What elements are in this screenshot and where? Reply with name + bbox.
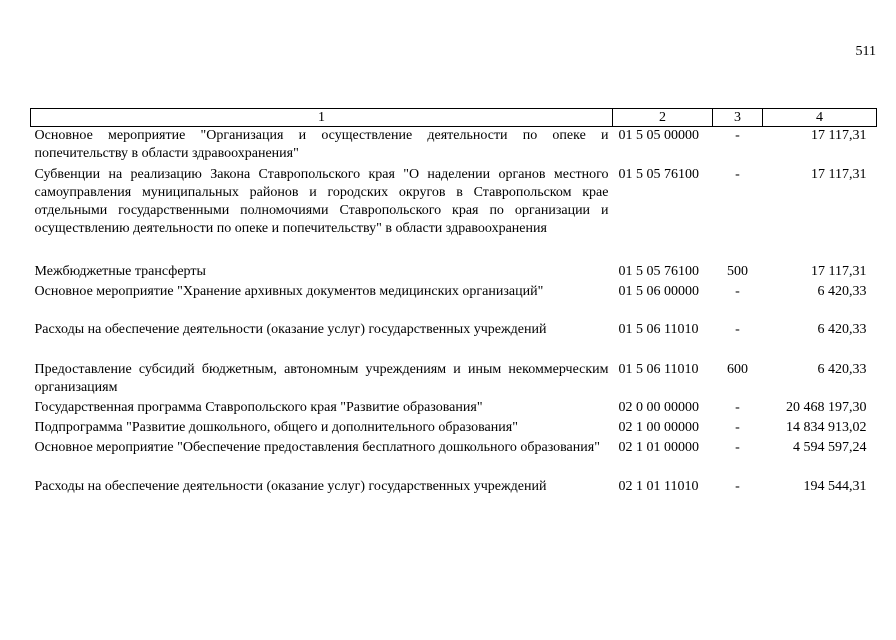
row-name: Предоставление субсидий бюджетным, автономным учреждениям и иным некоммерческим организациям <box>34 361 609 395</box>
row-vr: - <box>735 478 740 494</box>
row-vr: - <box>735 419 740 435</box>
row-code: 01 5 05 76100 <box>618 166 699 182</box>
table-row <box>31 399 877 419</box>
row-name: Основное мероприятие "Хранение архивных документов медицинских организаций" <box>34 283 544 299</box>
table-row <box>31 166 877 263</box>
table-row <box>31 321 877 361</box>
page-number: 511 <box>855 44 876 59</box>
budget-table <box>30 108 877 498</box>
row-vr: - <box>735 283 740 299</box>
row-sum: 17 117,31 <box>811 166 867 182</box>
row-code: 02 0 00 00000 <box>618 399 699 415</box>
header-col-3: 3 <box>713 109 763 127</box>
row-sum: 14 834 913,02 <box>786 419 867 435</box>
row-vr: - <box>735 321 740 337</box>
table-row <box>31 361 877 399</box>
header-row <box>31 109 877 127</box>
row-name: Расходы на обеспечение деятельности (оказание услуг) государственных учреждений <box>34 321 547 337</box>
row-name: Расходы на обеспечение деятельности (оказание услуг) государственных учреждений <box>34 478 547 494</box>
row-vr: - <box>735 128 740 143</box>
row-name: Субвенции на реализацию Закона Ставропольского края "О наделении органов местного самоуправления муниципальных районов и городских округов в Ставропольском крае отдельными государственными полномочиями Ставропольского края по организации и осуществлению деятельности по опеке и попечительству" в области здравоохранения <box>34 166 609 236</box>
row-code: 02 1 01 11010 <box>618 478 699 494</box>
row-sum: 6 420,33 <box>817 321 867 337</box>
row-code: 01 5 06 11010 <box>618 321 699 337</box>
table-row <box>31 263 877 283</box>
row-name: Основное мероприятие "Обеспечение предоставления бесплатного дошкольного образования" <box>34 439 600 455</box>
row-sum: 17 117,31 <box>811 128 867 143</box>
header-col-1: 1 <box>31 109 613 127</box>
table-row <box>31 283 877 321</box>
table-row <box>31 127 877 166</box>
row-vr: - <box>735 399 740 415</box>
row-vr: - <box>735 439 740 455</box>
row-code: 01 5 05 00000 <box>618 128 699 143</box>
row-vr: - <box>735 166 740 182</box>
row-name: Основное мероприятие "Организация и осуществление деятельности по опеке и попечительству в области здравоохранения" <box>34 128 609 161</box>
row-sum: 6 420,33 <box>817 361 867 377</box>
header-col-4: 4 <box>763 109 877 127</box>
table-row <box>31 478 877 498</box>
row-name: Межбюджетные трансферты <box>34 263 206 279</box>
row-code: 01 5 06 11010 <box>618 361 699 377</box>
row-sum: 20 468 197,30 <box>786 399 867 415</box>
table-row <box>31 439 877 478</box>
row-sum: 4 594 597,24 <box>793 439 867 455</box>
row-code: 02 1 01 00000 <box>618 439 699 455</box>
row-name: Подпрограмма "Развитие дошкольного, общего и дополнительного образования" <box>34 419 518 435</box>
row-code: 01 5 06 00000 <box>618 283 699 299</box>
row-name: Государственная программа Ставропольского края "Развитие образования" <box>34 399 483 415</box>
table-row <box>31 419 877 439</box>
row-vr: 500 <box>727 263 748 279</box>
row-vr: 600 <box>727 361 748 377</box>
row-sum: 17 117,31 <box>811 263 867 279</box>
row-sum: 194 544,31 <box>803 478 867 494</box>
row-code: 01 5 05 76100 <box>618 263 699 279</box>
row-sum: 6 420,33 <box>817 283 867 299</box>
header-col-2: 2 <box>613 109 713 127</box>
row-code: 02 1 00 00000 <box>618 419 699 435</box>
